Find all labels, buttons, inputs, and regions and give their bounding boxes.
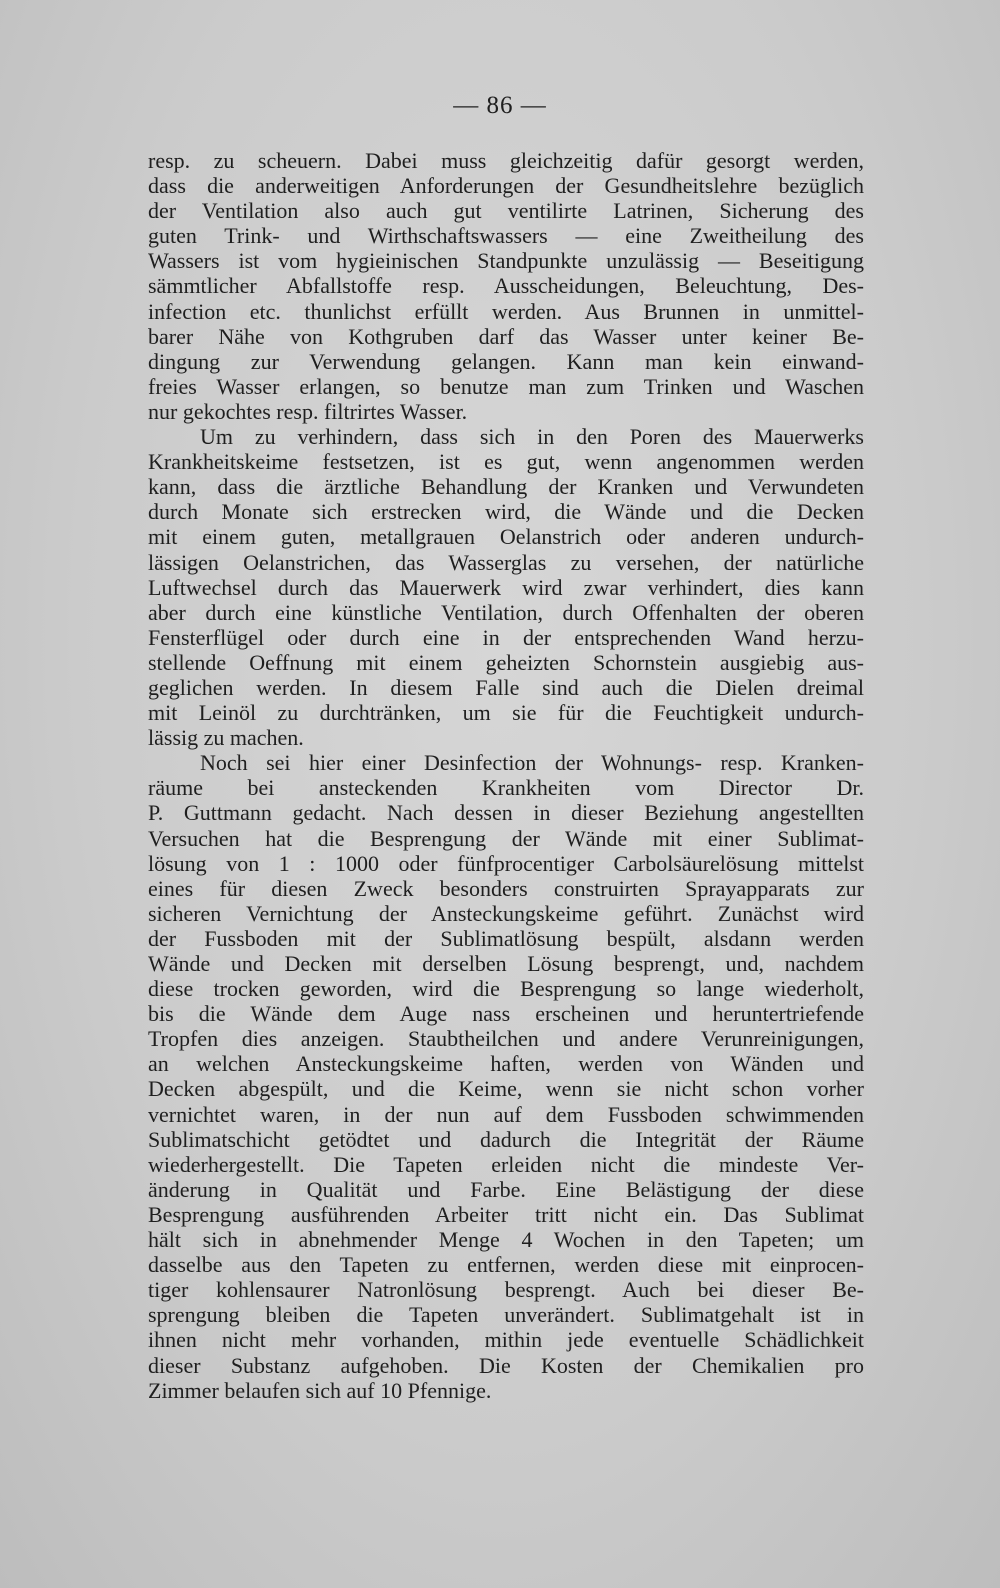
text-line: sprengung bleiben die Tapeten unverändert. Sublimatgehalt ist in	[148, 1302, 864, 1328]
text-line: sicheren Vernichtung der Ansteckungskeime geführt. Zunächst wird	[148, 900, 864, 926]
text-line: infection etc. thunlichst erfüllt werden. Aus Brunnen in unmittel-	[148, 298, 864, 324]
text-line: P. Guttmann gedacht. Nach dessen in dieser Beziehung angestellten	[148, 800, 864, 826]
text-line: stellende Oeffnung mit einem geheizten Schornstein ausgiebig aus-	[148, 649, 864, 675]
text-line: ihnen nicht mehr vorhanden, mithin jede eventuelle Schädlichkeit	[148, 1327, 864, 1353]
text-line: Sublimatschicht getödtet und dadurch die Integrität der Räume	[148, 1126, 864, 1152]
text-line: barer Nähe von Kothgruben darf das Wasser unter keiner Be-	[148, 323, 864, 349]
text-line: freies Wasser erlangen, so benutze man zum Trinken und Waschen	[148, 373, 864, 399]
text-line: bis die Wände dem Auge nass erscheinen und heruntertriefende	[148, 1001, 864, 1027]
paragraph	[148, 424, 864, 750]
text-line: aber durch eine künstliche Ventilation, durch Offenhalten der oberen	[148, 599, 864, 625]
text-line: an welchen Ansteckungskeime haften, werden von Wänden und	[148, 1051, 864, 1077]
text-line: dingung zur Verwendung gelangen. Kann man kein einwand-	[148, 348, 864, 374]
text-line: lässig zu machen.	[148, 725, 304, 751]
text-line: lässigen Oelanstrichen, das Wasserglas zu versehen, der natürliche	[148, 549, 864, 575]
text-line: geglichen werden. In diesem Falle sind auch die Dielen dreimal	[148, 674, 864, 700]
text-line: mit einem guten, metallgrauen Oelanstrich oder anderen undurch-	[148, 524, 864, 550]
text-line: Noch sei hier einer Desinfection der Wohnungs- resp. Kranken-	[200, 750, 864, 776]
paragraph	[148, 148, 864, 424]
text-line: Um zu verhindern, dass sich in den Poren des Mauerwerks	[200, 424, 864, 450]
text-line: nur gekochtes resp. filtrirtes Wasser.	[148, 398, 468, 424]
text-line: dasselbe aus den Tapeten zu entfernen, werden diese mit einprocen-	[148, 1252, 864, 1278]
text-line: durch Monate sich erstrecken wird, die Wände und die Decken	[148, 499, 864, 525]
text-line: tiger kohlensaurer Natronlösung besprengt. Auch bei dieser Be-	[148, 1277, 864, 1303]
text-line: Versuchen hat die Besprengung der Wände mit einer Sublimat-	[148, 825, 864, 851]
text-line: resp. zu scheuern. Dabei muss gleichzeitig dafür gesorgt werden,	[148, 148, 864, 173]
text-line: vernichtet waren, in der nun auf dem Fussboden schwimmenden	[148, 1101, 864, 1127]
text-line: Fensterflügel oder durch eine in der entsprechenden Wand herzu-	[148, 624, 864, 650]
text-line: Wände und Decken mit derselben Lösung besprengt, und, nachdem	[148, 951, 864, 976]
text-line: guten Trink- und Wirthschaftswassers — eine Zweitheilung des	[148, 223, 864, 249]
text-line: mit Leinöl zu durchtränken, um sie für die Feuchtigkeit undurch-	[148, 700, 864, 726]
text-line: der Ventilation also auch gut ventilirte Latrinen, Sicherung des	[148, 198, 864, 224]
text-line: hält sich in abnehmender Menge 4 Wochen in den Tapeten; um	[148, 1227, 864, 1253]
text-line: Decken abgespült, und die Keime, wenn sie nicht schon vorher	[148, 1076, 864, 1102]
text-line: diese trocken geworden, wird die Besprengung so lange wiederholt,	[148, 976, 864, 1002]
text-line: sämmtlicher Abfallstoffe resp. Ausscheidungen, Beleuchtung, Des-	[148, 273, 864, 299]
text-line: kann, dass die ärztliche Behandlung der Kranken und Verwundeten	[148, 474, 864, 500]
text-line: wiederhergestellt. Die Tapeten erleiden nicht die mindeste Ver-	[148, 1151, 864, 1177]
text-line: Luftwechsel durch das Mauerwerk wird zwar verhindert, dies kann	[148, 574, 864, 600]
text-line: der Fussboden mit der Sublimatlösung bespült, alsdann werden	[148, 925, 864, 951]
text-line: Tropfen dies anzeigen. Staubtheilchen und andere Verunreinigungen,	[148, 1026, 864, 1052]
text-line: dass die anderweitigen Anforderungen der Gesundheitslehre bezüglich	[148, 173, 864, 199]
page-number: — 86 —	[453, 92, 547, 119]
text-line: eines für diesen Zweck besonders construirten Sprayapparats zur	[148, 875, 864, 901]
text-line: räume bei ansteckenden Krankheiten vom Director Dr.	[148, 775, 864, 801]
text-line: Krankheitskeime festsetzen, ist es gut, wenn angenommen werden	[148, 449, 864, 475]
paragraph	[148, 750, 864, 1402]
text-line: Wassers ist vom hygieinischen Standpunkte unzulässig — Beseitigung	[148, 248, 864, 274]
text-line: Zimmer belaufen sich auf 10 Pfennige.	[148, 1377, 492, 1403]
text-line: Besprengung ausführenden Arbeiter tritt nicht ein. Das Sublimat	[148, 1201, 864, 1227]
text-line: dieser Substanz aufgehoben. Die Kosten der Chemikalien pro	[148, 1352, 864, 1378]
body-text	[148, 148, 864, 1403]
text-line: lösung von 1 : 1000 oder fünfprocentiger Carbolsäurelösung mittelst	[148, 850, 864, 876]
text-line: änderung in Qualität und Farbe. Eine Belästigung der diese	[148, 1176, 864, 1202]
